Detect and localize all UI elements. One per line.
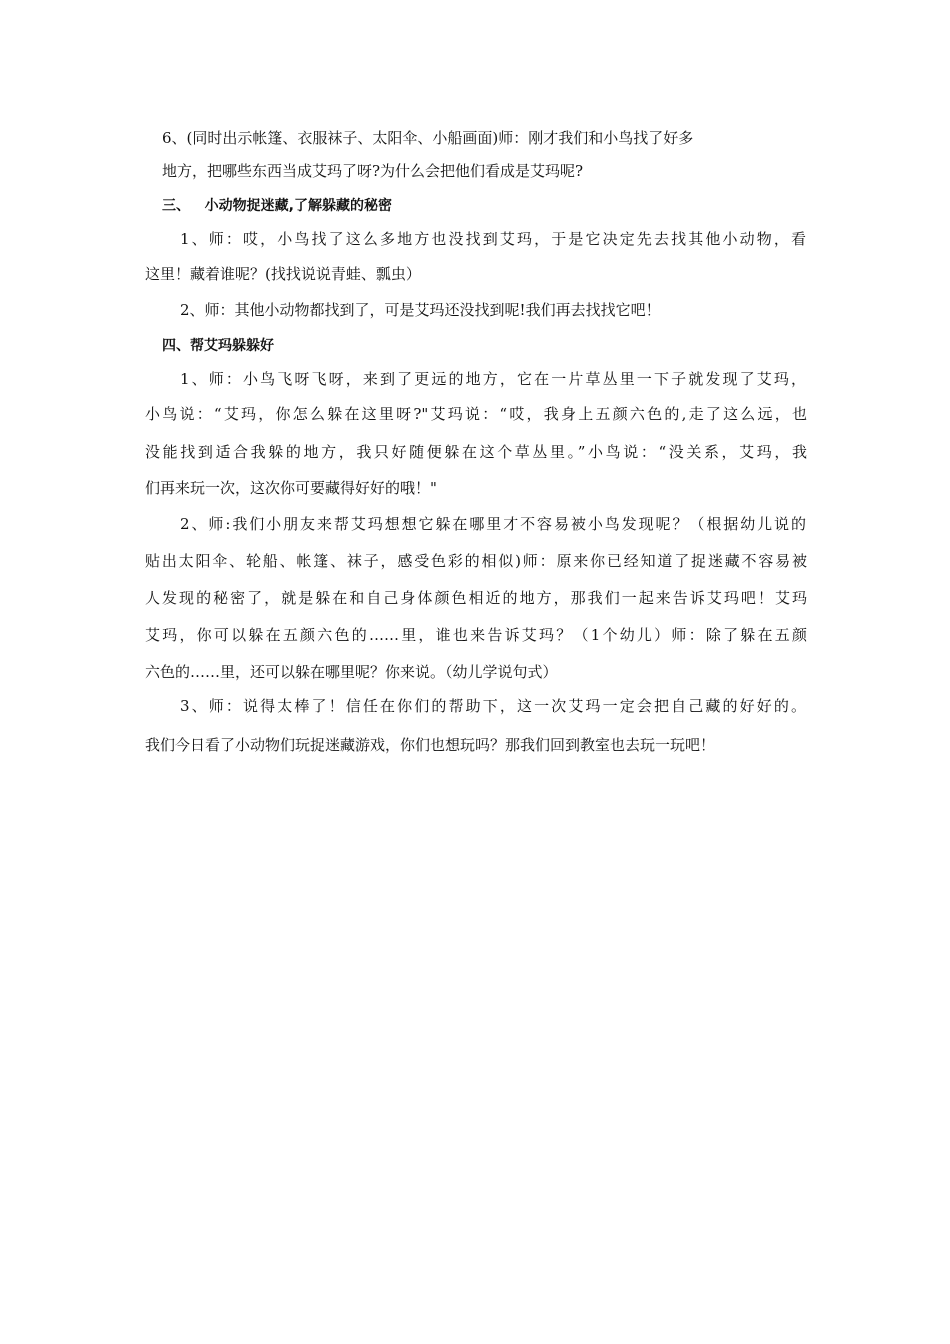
- paragraph-line: 六色的……里，还可以躲在哪里呢？你来说。（幼儿学说句式）: [145, 663, 558, 681]
- paragraph-line: 2、师：其他小动物都找到了，可是艾玛还没找到呢!我们再去找找它吧！: [180, 301, 661, 319]
- paragraph-line: 地方，把哪些东西当成艾玛了呀?为什么会把他们看成是艾玛呢?: [162, 162, 584, 180]
- paragraph-line: 没能找到适合我躲的地方，我只好随便躲在这个草丛里。”小鸟说：“没关系，艾玛，我: [145, 443, 807, 461]
- section-heading: 四、帮艾玛躲躲好: [162, 338, 274, 354]
- paragraph-line: 这里！藏着谁呢？(找找说说青蛙、瓢虫）: [145, 265, 421, 283]
- paragraph-line: 人发现的秘密了，就是躲在和自己身体颜色相近的地方，那我们一起来告诉艾玛吧！艾玛: [145, 589, 807, 607]
- paragraph-line: 们再来玩一次，这次你可要藏得好好的哦！": [145, 479, 437, 497]
- paragraph-line: 2、师:我们小朋友来帮艾玛想想它躲在哪里才不容易被小鸟发现呢？（根据幼儿说的: [180, 515, 806, 533]
- paragraph-line: 小鸟说：“艾玛，你怎么躲在这里呀?"艾玛说：“哎，我身上五颜六色的,走了这么远，也: [145, 405, 807, 423]
- paragraph-line: 3、师：说得太棒了！信任在你们的帮助下，这一次艾玛一定会把自己藏的好好的。: [180, 697, 806, 715]
- paragraph-line: 1、师：小鸟飞呀飞呀，来到了更远的地方，它在一片草丛里一下子就发现了艾玛，: [180, 370, 806, 388]
- paragraph-line: 1、师：哎，小鸟找了这么多地方也没找到艾玛，于是它决定先去找其他小动物，看: [180, 230, 806, 248]
- paragraph-line: 贴出太阳伞、轮船、帐篷、袜子，感受色彩的相似)师：原来你已经知道了捉迷藏不容易被: [145, 552, 807, 570]
- paragraph-line: 我们今日看了小动物们玩捉迷藏游戏，你们也想玩吗？那我们回到教室也去玩一玩吧！: [145, 736, 716, 754]
- section-heading: 三、 小动物捉迷藏,了解躲藏的秘密: [162, 198, 392, 214]
- paragraph-line: 6、(同时出示帐篷、衣服袜子、太阳伞、小船画面)师：刚才我们和小鸟找了好多: [162, 129, 694, 147]
- paragraph-line: 艾玛，你可以躲在五颜六色的……里，谁也来告诉艾玛？（1个幼儿）师：除了躲在五颜: [145, 626, 807, 644]
